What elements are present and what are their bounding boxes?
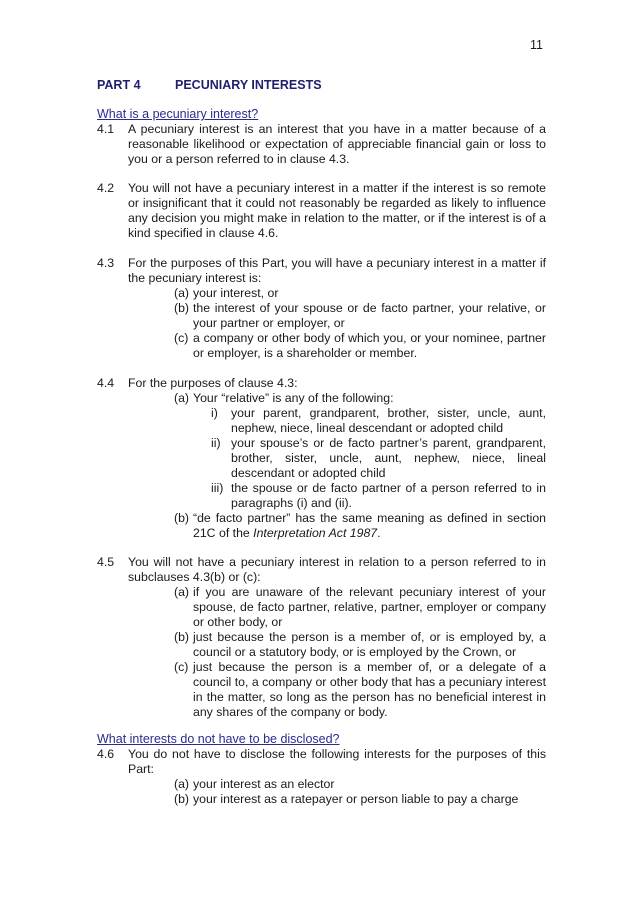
part-number: PART 4 bbox=[97, 78, 141, 92]
subitem-label: ii) bbox=[211, 436, 221, 450]
clause-number: 4.6 bbox=[97, 747, 115, 761]
clause-4-5 bbox=[97, 555, 546, 720]
list-item bbox=[174, 777, 546, 792]
list-item bbox=[174, 630, 546, 660]
list-item bbox=[174, 585, 546, 630]
item-label: (b) bbox=[174, 630, 190, 644]
item-text-post: . bbox=[377, 526, 381, 540]
subitem-label: i) bbox=[211, 406, 218, 420]
list-item bbox=[174, 301, 546, 331]
part-heading bbox=[97, 78, 322, 93]
item-label: (b) bbox=[174, 511, 190, 525]
part-title: PECUNIARY INTERESTS bbox=[175, 78, 322, 92]
clause-4-6 bbox=[97, 747, 546, 807]
item-text: if you are unaware of the relevant pecuniary interest of your spouse, de facto partner, relative, partner, employer or company or other body, or bbox=[193, 585, 546, 629]
clause-text: For the purposes of this Part, you will have a pecuniary interest in a matter if the pecuniary interest is: bbox=[128, 256, 546, 285]
clause-text: You do not have to disclose the following interests for the purposes of this Part: bbox=[128, 747, 546, 776]
clause-number: 4.1 bbox=[97, 122, 115, 136]
sub-list-item bbox=[211, 481, 546, 511]
page-number: 11 bbox=[530, 38, 543, 52]
item-list bbox=[174, 391, 546, 541]
list-item bbox=[174, 331, 546, 361]
item-text: your interest as an elector bbox=[193, 777, 335, 791]
list-item bbox=[174, 511, 546, 541]
clause-text: You will not have a pecuniary interest in relation to a person referred to in subclauses 4.3(b) or (c): bbox=[128, 555, 546, 584]
item-label: (a) bbox=[174, 585, 190, 599]
item-text: a company or other body of which you, or your nominee, partner or employer, is a shareholder or member. bbox=[193, 331, 546, 360]
clause-number: 4.2 bbox=[97, 181, 115, 195]
clause-4-3 bbox=[97, 256, 546, 361]
clause-number: 4.5 bbox=[97, 555, 115, 569]
clause-number: 4.3 bbox=[97, 256, 115, 270]
sub-list-item bbox=[211, 406, 546, 436]
item-label: (a) bbox=[174, 286, 190, 300]
item-list bbox=[174, 286, 546, 361]
clause-4-1 bbox=[97, 122, 546, 167]
list-item bbox=[174, 792, 546, 807]
section-heading-pecuniary: What is a pecuniary interest? bbox=[97, 107, 259, 121]
subitem-list bbox=[211, 406, 546, 511]
section-heading-not-disclosed: What interests do not have to be disclosed? bbox=[97, 732, 340, 746]
item-text: just because the person is a member of, or a delegate of a council to, a company or other body that has a pecuniary interest in the matter, so long as the person has no beneficial interest in any shares of the company or body. bbox=[193, 660, 546, 719]
list-item bbox=[174, 391, 546, 511]
item-label: (a) bbox=[174, 391, 190, 405]
item-list bbox=[174, 585, 546, 720]
item-text: your interest as a ratepayer or person liable to pay a charge bbox=[193, 792, 519, 806]
subitem-text: your parent, grandparent, brother, sister, uncle, aunt, nephew, niece, lineal descendant or adopted child bbox=[231, 406, 546, 435]
item-list bbox=[174, 777, 546, 807]
clause-4-4 bbox=[97, 376, 546, 541]
subitem-text: your spouse’s or de facto partner’s parent, grandparent, brother, sister, uncle, aunt, nephew, niece, lineal descendant or adopted child bbox=[231, 436, 546, 480]
item-label: (a) bbox=[174, 777, 190, 791]
list-item bbox=[174, 660, 546, 720]
item-text: the interest of your spouse or de facto partner, your relative, or your partner or employer, or bbox=[193, 301, 546, 330]
item-label: (c) bbox=[174, 660, 189, 674]
subitem-text: the spouse or de facto partner of a person referred to in paragraphs (i) and (ii). bbox=[231, 481, 546, 510]
list-item bbox=[174, 286, 546, 301]
clause-4-2 bbox=[97, 181, 546, 241]
clause-number: 4.4 bbox=[97, 376, 115, 390]
subitem-label: iii) bbox=[211, 481, 224, 495]
item-label: (c) bbox=[174, 331, 189, 345]
item-text-pre: “de facto partner” has the same meaning as defined in section 21C of the bbox=[193, 511, 546, 540]
clause-text: You will not have a pecuniary interest in a matter if the interest is so remote or insignificant that it could not reasonably be regarded as likely to influence any decision you might make in relation to the matter, or if the interest is of a kind specified in clause 4.6. bbox=[128, 181, 546, 240]
clause-text: For the purposes of clause 4.3: bbox=[128, 376, 298, 390]
sub-list-item bbox=[211, 436, 546, 481]
item-text: your interest, or bbox=[193, 286, 279, 300]
item-label: (b) bbox=[174, 301, 190, 315]
act-title: Interpretation Act 1987 bbox=[253, 526, 378, 540]
item-text: Your “relative” is any of the following: bbox=[193, 391, 394, 405]
clause-text: A pecuniary interest is an interest that you have in a matter because of a reasonable likelihood or expectation of appreciable financial gain or loss to you or a person referred to in clause 4.3. bbox=[128, 122, 546, 166]
item-text: just because the person is a member of, or is employed by, a council or a statutory body, or is employed by the Crown, or bbox=[193, 630, 546, 659]
item-label: (b) bbox=[174, 792, 190, 806]
